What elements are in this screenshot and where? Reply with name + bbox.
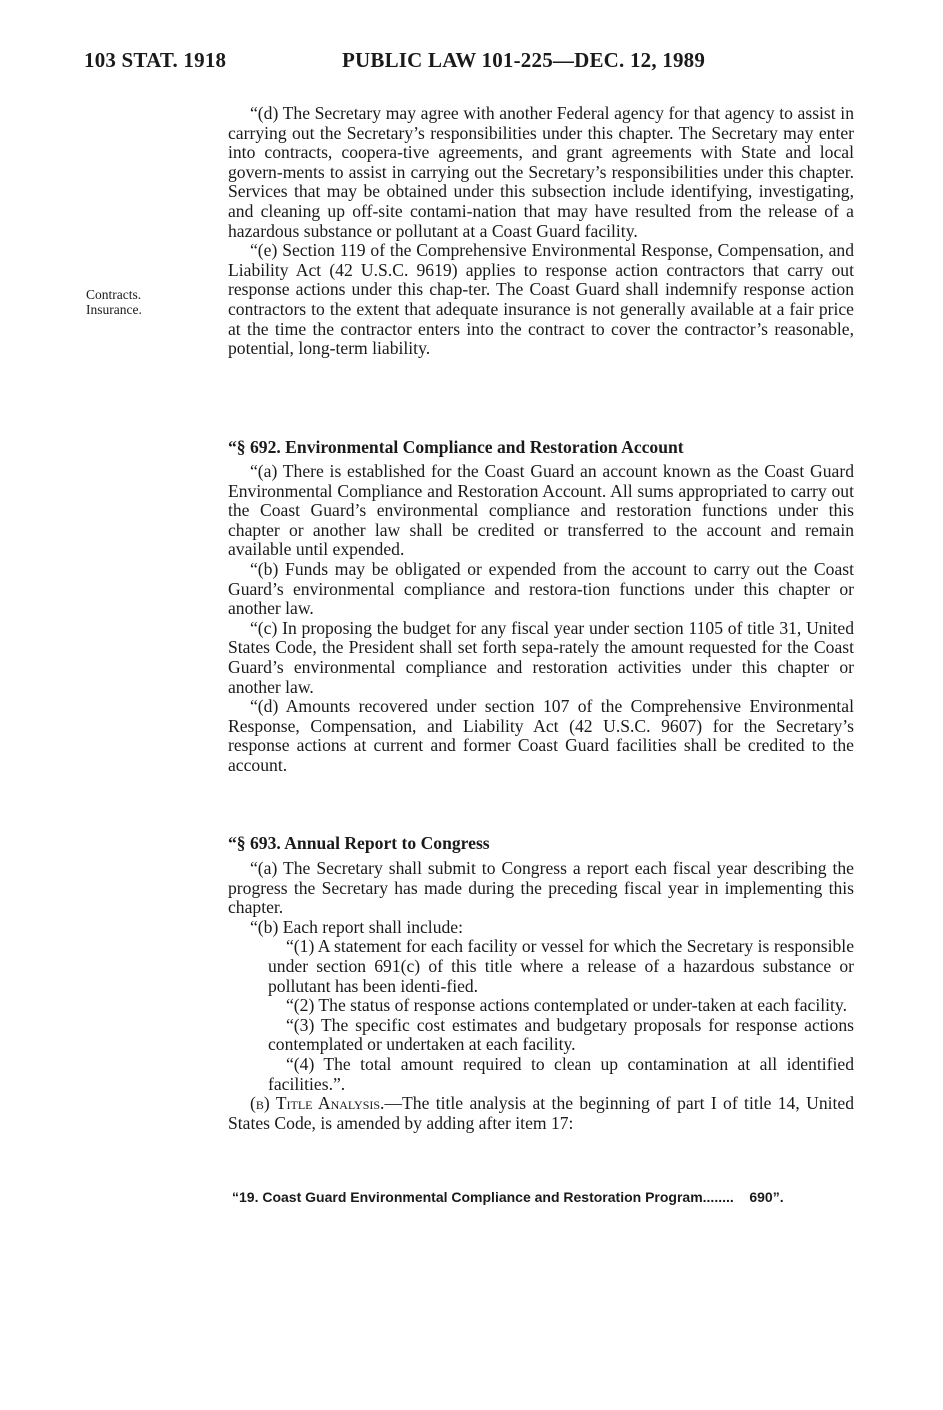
section-692-body (228, 462, 854, 776)
report-item-2: “(2) The status of response actions contemplated or under-taken at each facility. (286, 995, 847, 1016)
margin-note-insurance: Insurance. (86, 302, 142, 317)
section-692-heading: “§ 692. Environmental Compliance and Restoration Account (228, 437, 684, 457)
section-693-heading: “§ 693. Annual Report to Congress (228, 833, 490, 853)
public-law-title: PUBLIC LAW 101-225—DEC. 12, 1989 (342, 48, 706, 72)
toc-leader: ........ (702, 1189, 734, 1205)
section-693-body (228, 859, 854, 1133)
title-analysis-paragraph (228, 1094, 854, 1133)
section-692-paragraph-b: “(b) Funds may be obligated or expended from the account to carry out the Coast Guard’s environmental compliance and restora-tion functions under this chapter or another law. (228, 558, 854, 619)
paragraph-d: “(d) The Secretary may agree with another Federal agency for that agency to assist in carrying out the Secretary’s responsibilities under this chapter. The Secretary may enter into contracts, coopera-tive agreements, and grant agreements with State and local govern-ments to assist in carrying out the Secretary’s responsibilities under this chapter. Services that may be obtained under this subsection include identifying, investigating, and cleaning up off-site contami-nation that may have resulted from the release of a hazardous substance or pollutant at a Coast Guard facility. (228, 103, 854, 241)
page-header (84, 48, 864, 82)
margin-note-contracts: Contracts. (86, 287, 142, 302)
paragraph-e: “(e) Section 119 of the Comprehensive Environmental Response, Compensation, and Liability Act (42 U.S.C. 9619) applies to response action contractors that carry out response actions under this chap-ter. The Coast Guard shall indemnify response action contractors to the extent that adequate insurance is not generally available at a fair price at the time the contractor enters into the contract to cover the contractor’s reasonable, potential, long-term liability. (228, 240, 854, 359)
title-analysis-label: (b) Title Analysis. (250, 1093, 385, 1114)
subsections-d-e (228, 104, 854, 359)
title-analysis-entry (232, 1189, 854, 1205)
report-item-1: “(1) A statement for each facility or vessel for which the Secretary is responsible under section 691(c) of this title where a release of a hazardous substance or pollutant has been identi-fied. (268, 936, 854, 996)
report-item-4: “(4) The total amount required to clean up contamination at all identified facilities.”. (268, 1053, 854, 1094)
section-692-paragraph-c: “(c) In proposing the budget for any fiscal year under section 1105 of title 31, United States Code, the President shall set forth sepa-rately the amount requested for the Coast Guard’s environmental compliance and restoration activities under this chapter or another law. (228, 617, 854, 697)
stat-page-number: 103 STAT. 1918 (84, 48, 227, 72)
report-item-3: “(3) The specific cost estimates and budgetary proposals for response actions contemplated or undertaken at each facility. (268, 1014, 854, 1055)
section-692-paragraph-a: “(a) There is established for the Coast Guard an account known as the Coast Guard Environmental Compliance and Restoration Account. All sums appropriated to carry out the Coast Guard’s environmental compliance and restoration functions under this chapter or another law shall be credited or transferred to the account and remain available until expended. (228, 461, 854, 560)
title-analysis-text: —The title analysis at the beginning of part I of title 14, United States Code, is amended by adding after item 17: (228, 1093, 854, 1133)
section-693-paragraph-a: “(a) The Secretary shall submit to Congress a report each fiscal year describing the progress the Secretary has made during the preceding fiscal year in implementing this chapter. (228, 858, 854, 918)
toc-entry-text: “19. Coast Guard Environmental Compliance and Restoration Program (232, 1189, 703, 1205)
section-692-paragraph-d: “(d) Amounts recovered under section 107 of the Comprehensive Environmental Response, Compensation, and Liability Act (42 U.S.C. 9607) for the Secretary’s response actions at current and former Coast Guard facilities shall be credited to the account. (228, 696, 854, 775)
toc-page-number: 690”. (749, 1189, 784, 1205)
section-693-paragraph-b: “(b) Each report shall include: (250, 916, 463, 937)
